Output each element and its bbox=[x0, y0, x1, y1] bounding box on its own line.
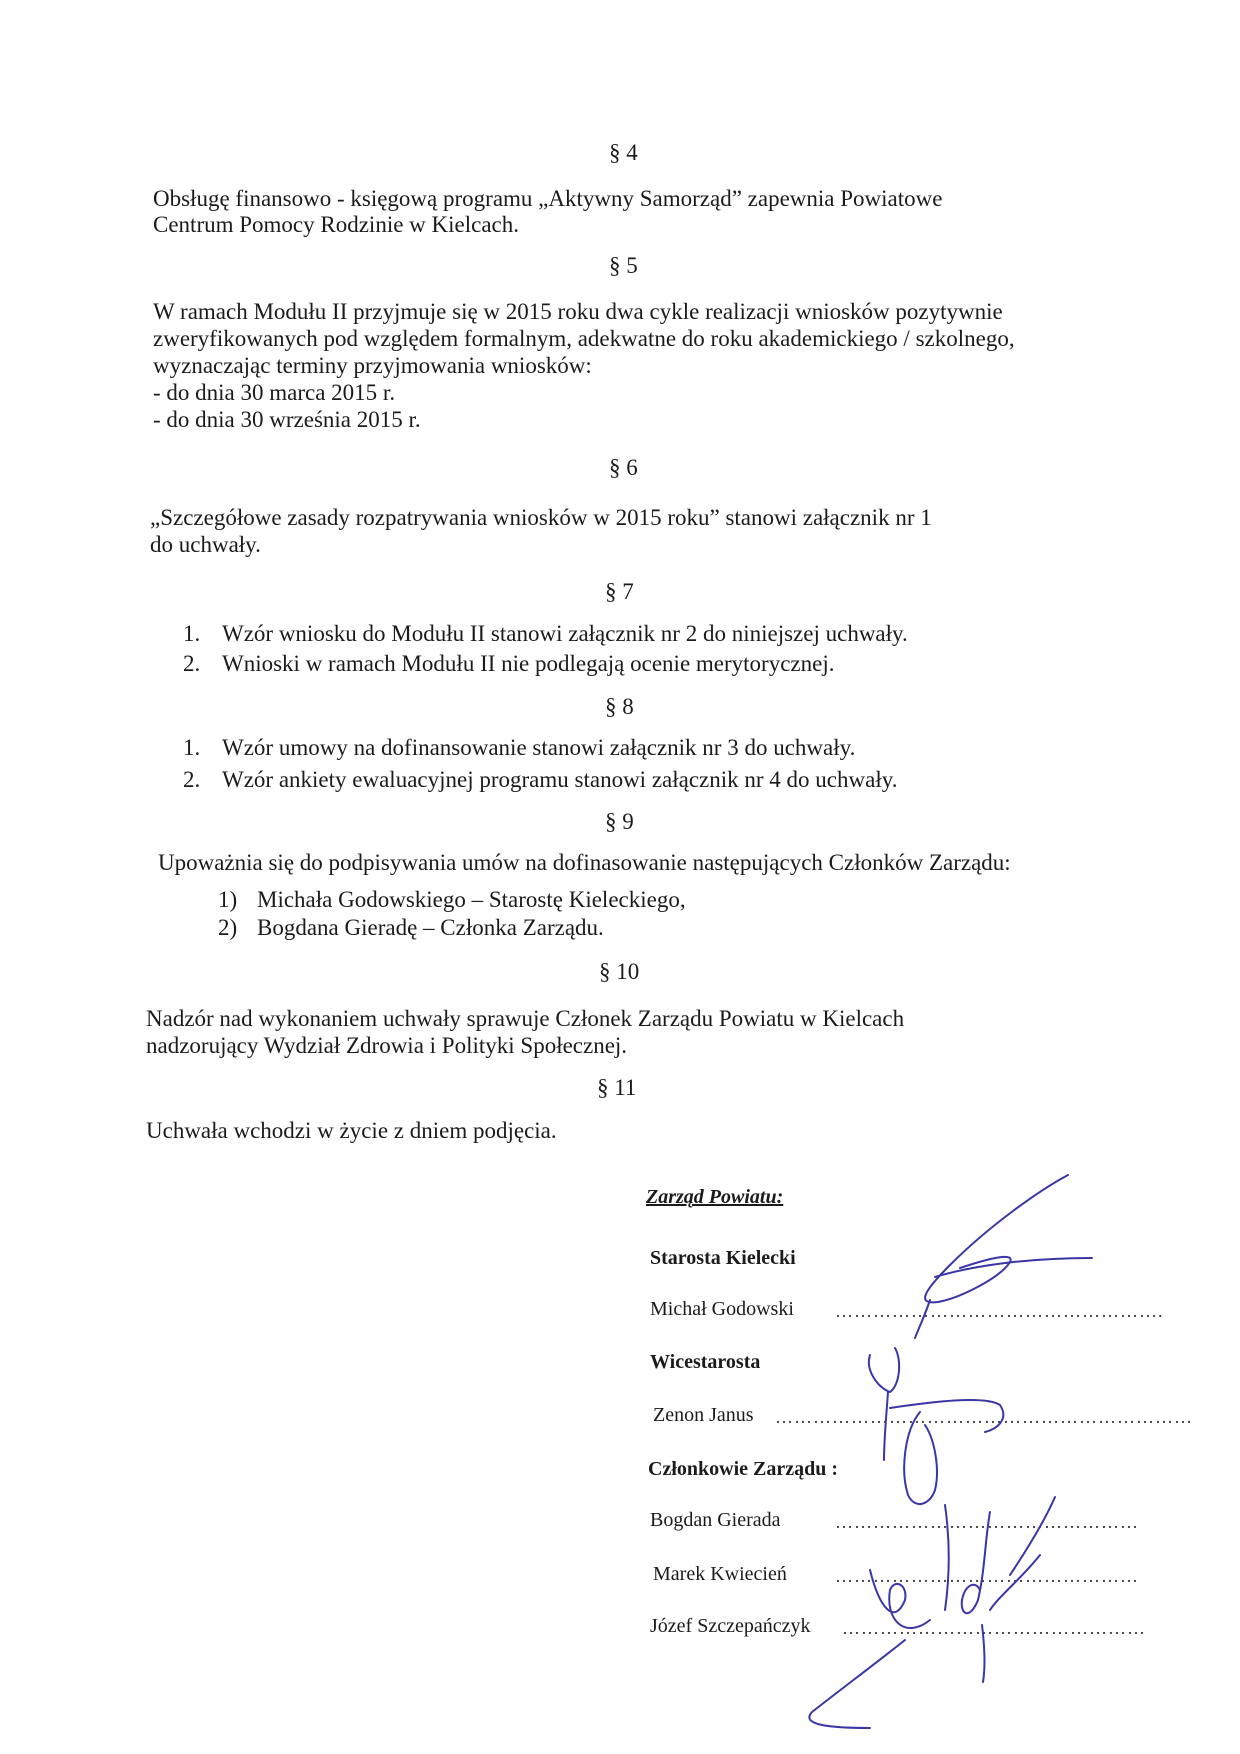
wicestarosta-title: Wicestarosta bbox=[650, 1351, 761, 1373]
section-9-heading: § 9 bbox=[605, 809, 634, 834]
member-name-3: Józef Szczepańczyk bbox=[650, 1615, 811, 1637]
section-9-intro: Upoważnia się do podpisywania umów na dofinasowanie następujących Członków Zarządu: bbox=[158, 850, 1011, 875]
section-5-heading: § 5 bbox=[609, 253, 638, 278]
members-title: Członkowie Zarządu : bbox=[648, 1458, 838, 1480]
starosta-title: Starosta Kielecki bbox=[650, 1247, 796, 1269]
section-8-item-2-number: 2. bbox=[183, 767, 201, 792]
section-9-item-1-text: Michała Godowskiego – Starostę Kieleckiego, bbox=[257, 887, 686, 912]
section-8-heading: § 8 bbox=[605, 694, 634, 719]
section-11-heading: § 11 bbox=[597, 1075, 637, 1100]
section-9-item-2-text: Bogdana Gieradę – Członka Zarządu. bbox=[257, 915, 604, 940]
section-5-line-1: W ramach Modułu II przyjmuje się w 2015 roku dwa cykle realizacji wniosków pozytywnie bbox=[153, 299, 1003, 324]
section-7-item-2-number: 2. bbox=[183, 651, 201, 676]
section-7-item-2-text: Wnioski w ramach Modułu II nie podlegają ocenie merytorycznej. bbox=[222, 651, 835, 676]
section-5-line-3: wyznaczając terminy przyjmowania wniosków: bbox=[153, 353, 592, 378]
signature-line-member-1: ………………………………………… bbox=[835, 1512, 1139, 1532]
section-7-item-1-number: 1. bbox=[183, 621, 201, 646]
signature-line-member-3: ………………………………………… bbox=[842, 1618, 1146, 1638]
section-7-heading: § 7 bbox=[605, 579, 634, 604]
section-11-line-1: Uchwała wchodzi w życie z dniem podjęcia. bbox=[146, 1118, 557, 1143]
board-header: Zarząd Powiatu: bbox=[646, 1186, 784, 1208]
section-5-line-2: zweryfikowanych pod względem formalnym, adekwatne do roku akademickiego / szkolnego, bbox=[153, 326, 1015, 351]
section-6-line-1: „Szczegółowe zasady rozpatrywania wniosków w 2015 roku” stanowi załącznik nr 1 bbox=[150, 505, 932, 530]
wicestarosta-name: Zenon Janus bbox=[653, 1404, 754, 1426]
section-5-line-5: - do dnia 30 września 2015 r. bbox=[153, 407, 421, 432]
starosta-name: Michał Godowski bbox=[650, 1298, 794, 1320]
section-5-line-4: - do dnia 30 marca 2015 r. bbox=[153, 380, 396, 405]
section-6-heading: § 6 bbox=[609, 455, 638, 480]
signature-line-member-2: ………………………………………… bbox=[835, 1566, 1139, 1586]
section-7-item-1-text: Wzór wniosku do Modułu II stanowi załącznik nr 2 do niniejszej uchwały. bbox=[222, 621, 908, 646]
section-4-heading: § 4 bbox=[609, 140, 638, 165]
section-10-heading: § 10 bbox=[599, 959, 640, 984]
section-10-line-2: nadzorujący Wydział Zdrowia i Polityki Społecznej. bbox=[146, 1033, 628, 1058]
section-8-item-2-text: Wzór ankiety ewaluacyjnej programu stanowi załącznik nr 4 do uchwały. bbox=[222, 767, 898, 792]
section-4-line-1: Obsługę finansowo - księgową programu „Aktywny Samorząd” zapewnia Powiatowe bbox=[153, 186, 943, 211]
section-8-item-1-number: 1. bbox=[183, 735, 201, 760]
signature-line-wicestarosta: ………………………………………………………… bbox=[775, 1407, 1193, 1427]
member-name-2: Marek Kwiecień bbox=[653, 1563, 787, 1585]
signature-line-starosta: ……………………………………………. bbox=[835, 1301, 1164, 1321]
member-name-1: Bogdan Gierada bbox=[650, 1509, 781, 1531]
section-9-item-2-number: 2) bbox=[218, 915, 238, 940]
section-6-line-2: do uchwały. bbox=[150, 532, 261, 557]
section-9-item-1-number: 1) bbox=[218, 887, 238, 912]
section-4-line-2: Centrum Pomocy Rodzinie w Kielcach. bbox=[153, 212, 520, 237]
section-10-line-1: Nadzór nad wykonaniem uchwały sprawuje Członek Zarządu Powiatu w Kielcach bbox=[146, 1006, 905, 1031]
section-8-item-1-text: Wzór umowy na dofinansowanie stanowi załącznik nr 3 do uchwały. bbox=[222, 735, 856, 760]
